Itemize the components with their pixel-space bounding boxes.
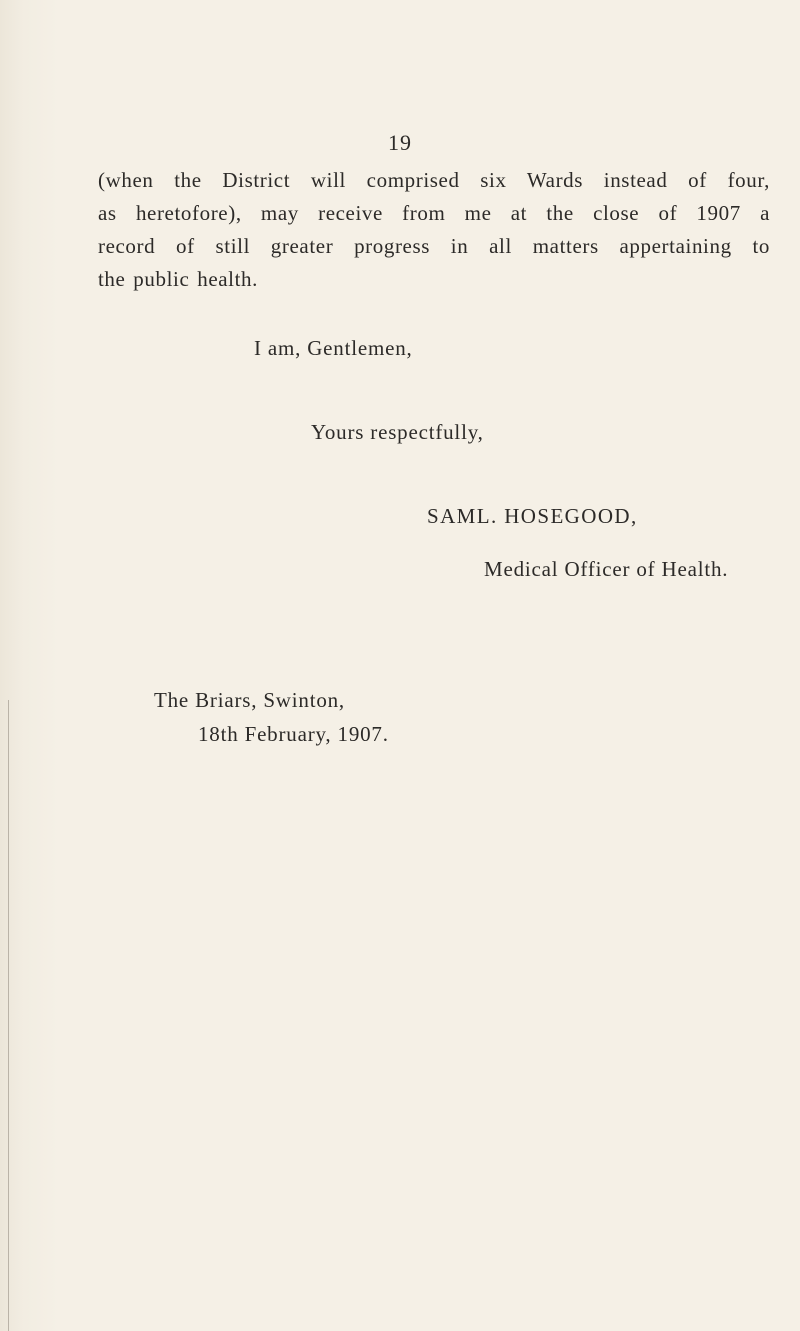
address: The Briars, Swinton,	[154, 688, 345, 712]
paragraph-line: (when the District will comprised six Wards instead of four,	[98, 168, 770, 192]
closing-salutation: I am, Gentlemen,	[254, 336, 413, 360]
signature-title: Medical Officer of Health.	[484, 557, 729, 581]
signature-name: SAML. HOSEGOOD,	[427, 504, 638, 528]
signoff: Yours respectfully,	[311, 420, 484, 444]
paragraph-line: record of still greater progress in all matters appertaining to	[98, 234, 770, 258]
date: 18th February, 1907.	[198, 722, 389, 746]
page-number: 19	[388, 130, 412, 155]
paragraph-line: the public health.	[98, 267, 259, 291]
page-gutter-line	[8, 700, 9, 1331]
paragraph-line: as heretofore), may receive from me at the close of 1907 a	[98, 201, 770, 225]
body-paragraph	[98, 164, 770, 296]
